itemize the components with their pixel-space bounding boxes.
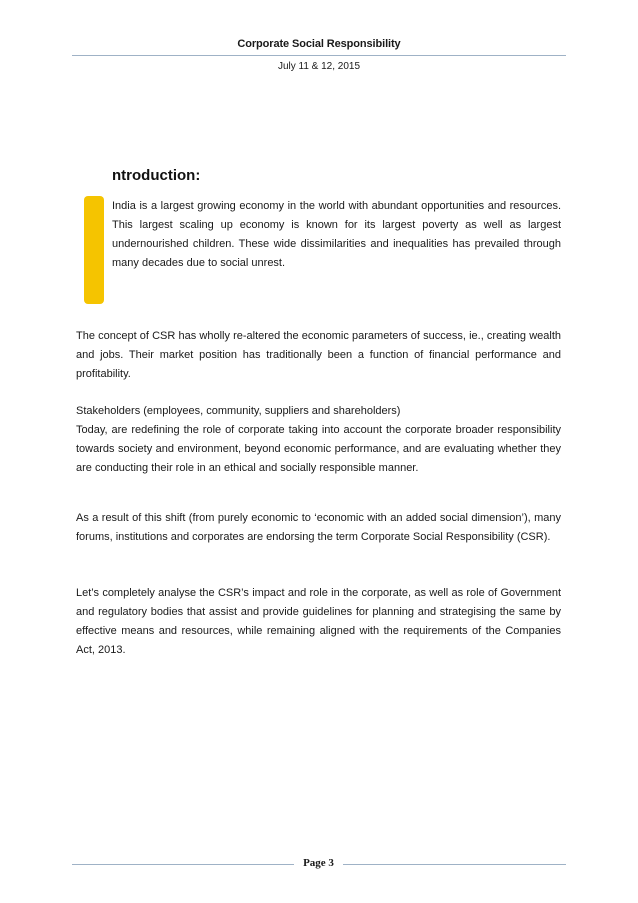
intro-heading: ntroduction: bbox=[112, 167, 201, 184]
document-title: Corporate Social Responsibility bbox=[237, 38, 401, 50]
body-paragraph-3: As a result of this shift (from purely economic to ‘economic with an added social dimension’), many forums, institutions and corporates are endorsing the term Corporate Social Responsibility (CSR). bbox=[76, 512, 561, 543]
body-paragraph-2 bbox=[76, 402, 561, 478]
body-paragraph-4: Let’s completely analyse the CSR’s impact and role in the corporate, as well as role of Government and regulatory bodies that assist and provide guidelines for planning and strategising the same by effective means and resources, while remaining aligned with the requirements of the Companies Act, 2013. bbox=[76, 587, 561, 656]
body-paragraph-1: The concept of CSR has wholly re-altered the economic parameters of success, ie., creating wealth and jobs. Their market position has traditionally been a function of financial performance and profitability. bbox=[76, 330, 561, 380]
stakeholders-line: Stakeholders (employees, community, suppliers and shareholders) bbox=[76, 405, 401, 417]
footer-divider-right bbox=[343, 864, 566, 865]
document-date: July 11 & 12, 2015 bbox=[277, 61, 361, 72]
today-paragraph: Today, are redefining the role of corporate taking into account the corporate broader responsibility towards society and environment, beyond economic performance, and are evaluating whether they are conducting their role in an ethical and socially responsible manner. bbox=[76, 424, 561, 474]
intro-paragraph: India is a largest growing economy in the world with abundant opportunities and resources. This largest scaling up economy is known for its largest poverty as well as largest undernourished children. These wide dissimilarities and inequalities has prevailed through many decades due to social unrest. bbox=[112, 200, 561, 269]
page-number: Page 3 bbox=[303, 857, 334, 869]
footer-divider-left bbox=[72, 864, 294, 865]
header-divider bbox=[72, 55, 566, 56]
drop-cap-bar bbox=[84, 196, 104, 304]
